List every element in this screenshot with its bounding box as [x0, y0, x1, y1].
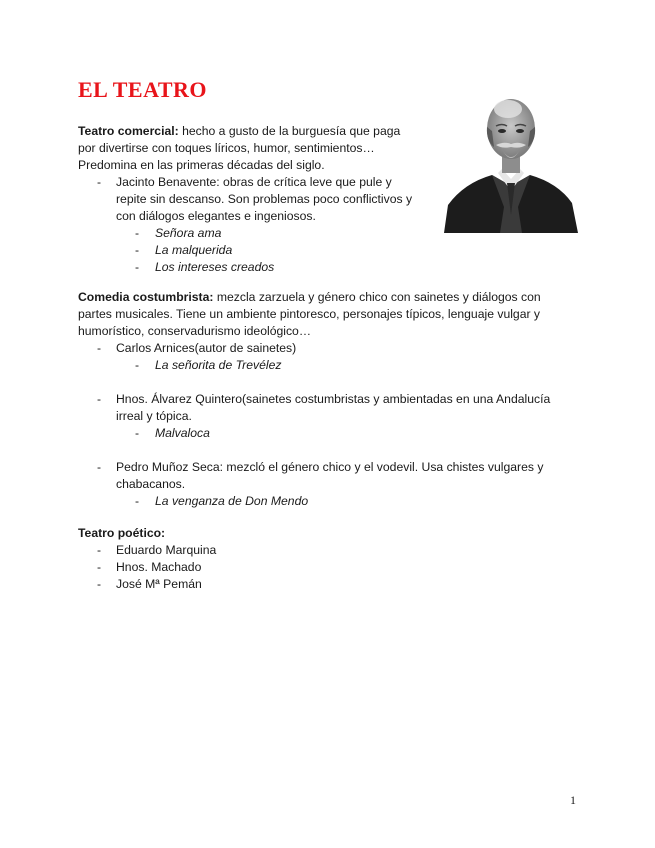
text-line: Pedro Muñoz Seca: mezcló el género chico y el vodevil. Usa chistes vulgares y — [116, 460, 544, 474]
section-label: Comedia costumbrista: — [78, 290, 214, 304]
section-label: Teatro comercial: — [78, 124, 179, 138]
text-line: Carlos Arnices(autor de sainetes) — [116, 341, 297, 355]
text-line: Jacinto Benavente: obras de crítica leve que pule y — [116, 175, 392, 189]
page-number: 1 — [570, 793, 576, 807]
list-item — [78, 459, 578, 510]
teatro-poetico-section — [78, 525, 378, 593]
text-line: por divertirse con toques líricos, humor, sentimientos… — [78, 141, 375, 155]
work-item: - La malquerida — [116, 242, 428, 259]
work-item: - Los intereses creados — [116, 259, 428, 276]
teatro-comercial-intro — [78, 123, 428, 174]
section-label: Teatro poético: — [78, 526, 166, 540]
text-line: chabacanos. — [116, 477, 186, 491]
teatro-comercial-section — [78, 123, 428, 276]
work-item: - La venganza de Don Mendo — [116, 493, 578, 510]
text-line: irreal y tópica. — [116, 409, 192, 423]
work-item: - Malvaloca — [116, 425, 578, 442]
list-item: - Hnos. Machado — [78, 559, 378, 576]
list-item — [78, 174, 428, 276]
portrait-photo — [444, 87, 578, 233]
work-item: - La señorita de Trevélez — [116, 357, 578, 374]
comedia-costumbrista-section — [78, 289, 578, 510]
text-line: repite sin descanso. Son problemas poco conflictivos y — [116, 192, 413, 206]
comedia-costumbrista-intro — [78, 289, 578, 340]
list-item — [78, 340, 578, 391]
list-item — [78, 391, 578, 459]
text-line: Predomina en las primeras décadas del siglo. — [78, 158, 325, 172]
text-line: humorístico, conservadurismo ideológico… — [78, 324, 312, 338]
page-title: EL TEATRO — [78, 77, 208, 102]
text-line: con diálogos elegantes e ingeniosos. — [116, 209, 316, 223]
text-line: hecho a gusto de la burguesía que paga — [178, 124, 401, 138]
list-item: - José Mª Pemán — [78, 576, 378, 593]
list-item: - Eduardo Marquina — [78, 542, 378, 559]
work-item: - Señora ama — [116, 225, 428, 242]
text-line: Hnos. Álvarez Quintero(sainetes costumbristas y ambientadas en una Andalucía — [116, 392, 551, 406]
text-line: partes musicales. Tiene un ambiente pintoresco, personajes típicos, lenguaje vulgar y — [78, 307, 541, 321]
text-line: mezcla zarzuela y género chico con sainetes y diálogos con — [213, 290, 541, 304]
